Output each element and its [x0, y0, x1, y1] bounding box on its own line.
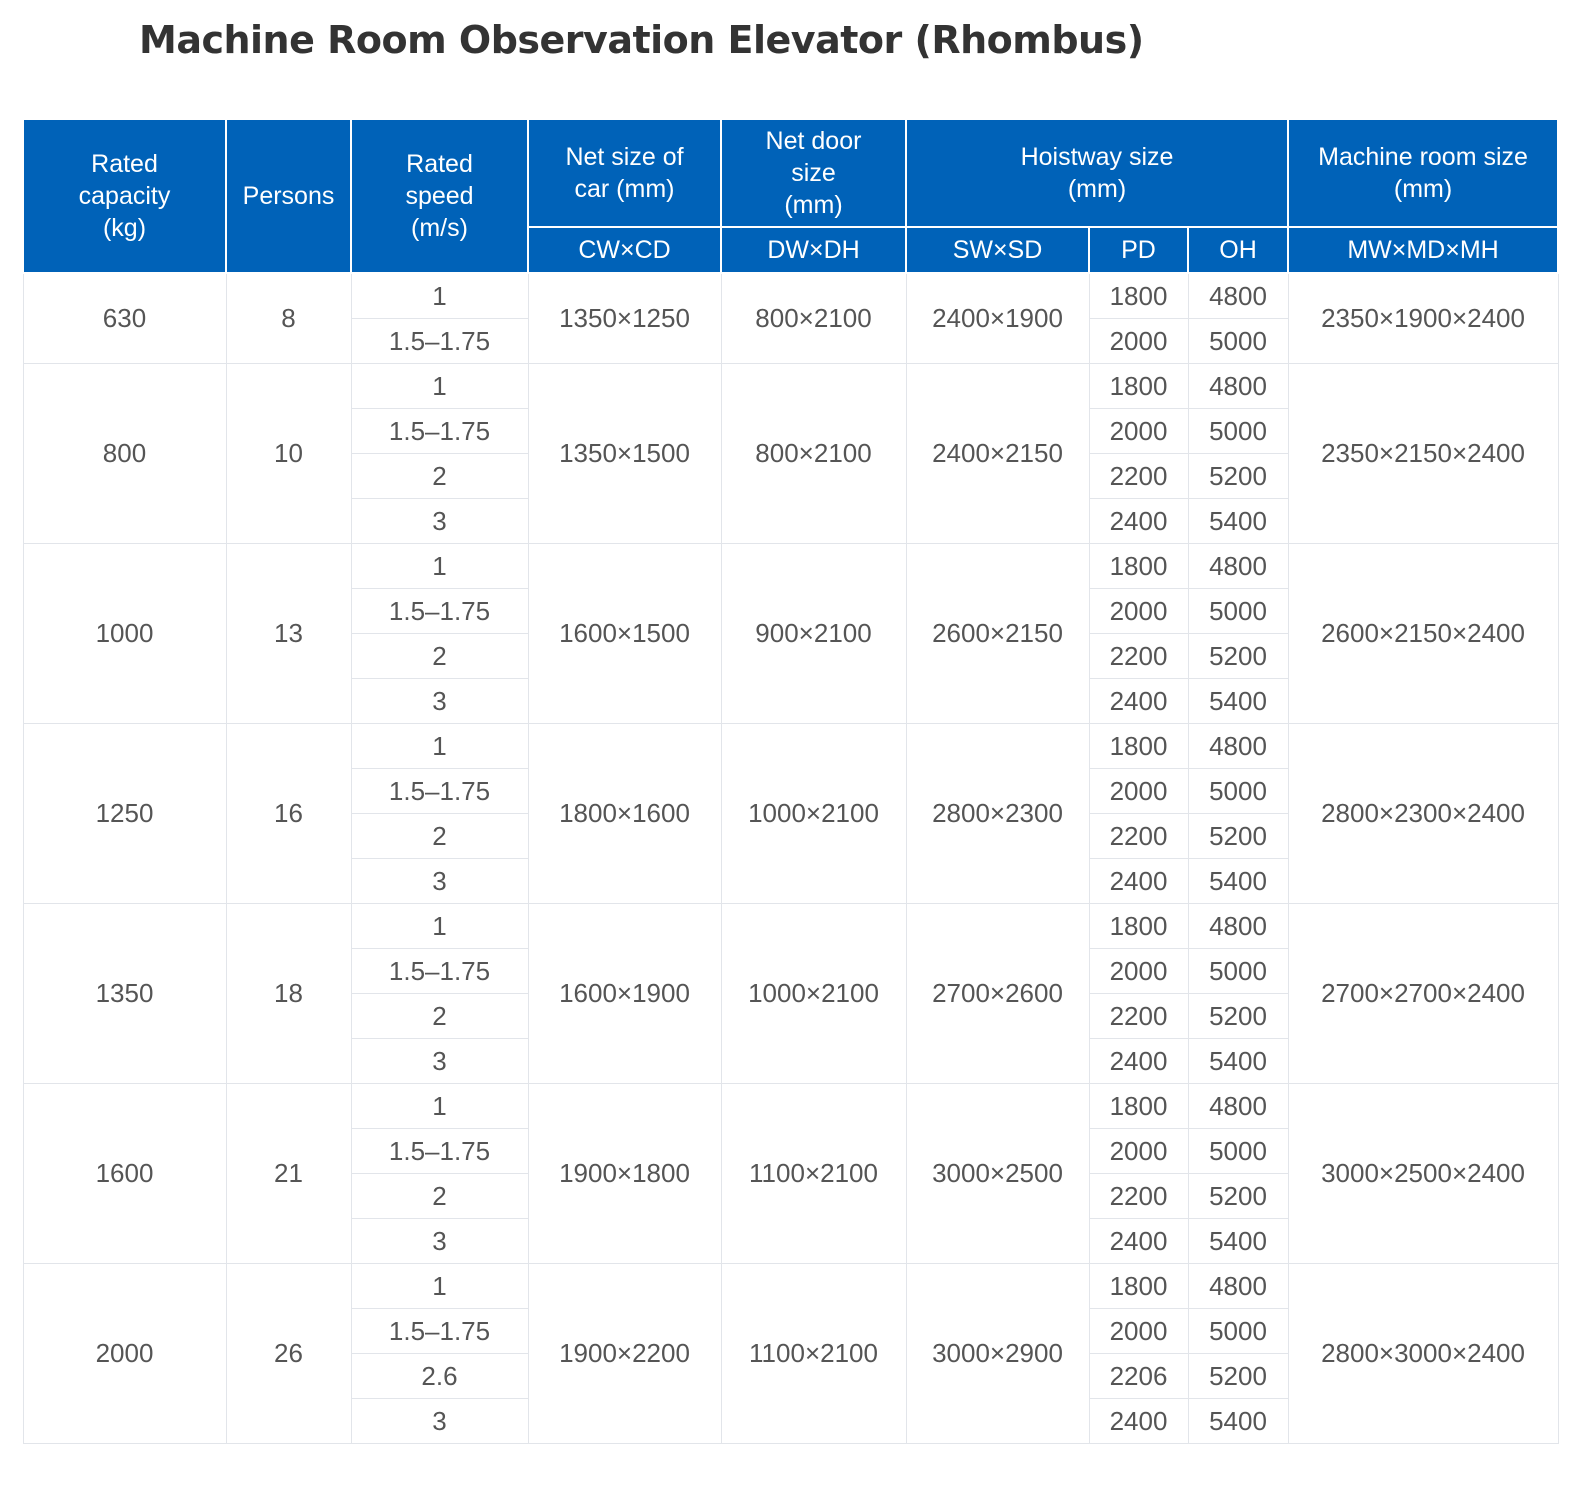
cell-pd: 1800 — [1089, 1264, 1188, 1309]
cell-oh: 5400 — [1188, 1039, 1288, 1084]
cell-car-size: 1600×1900 — [528, 904, 721, 1084]
cell-oh: 4800 — [1188, 544, 1288, 589]
cell-car-size: 1350×1500 — [528, 364, 721, 544]
table-body — [23, 273, 1558, 1444]
header-rated-speed: Rated speed (m/s) — [351, 119, 528, 273]
cell-persons: 18 — [226, 904, 351, 1084]
cell-machine-room-size: 2700×2700×2400 — [1288, 904, 1558, 1084]
cell-pd: 1800 — [1089, 364, 1188, 409]
spec-table — [22, 118, 1559, 1444]
cell-machine-room-size: 2800×2300×2400 — [1288, 724, 1558, 904]
table-row — [23, 273, 1558, 319]
cell-door-size: 1000×2100 — [721, 724, 906, 904]
cell-pd: 2200 — [1089, 634, 1188, 679]
subheader-pd: PD — [1089, 227, 1188, 273]
cell-oh: 4800 — [1188, 1084, 1288, 1129]
cell-oh: 5200 — [1188, 814, 1288, 859]
cell-pd: 2400 — [1089, 499, 1188, 544]
cell-speed: 1.5–1.75 — [351, 949, 528, 994]
cell-car-size: 1600×1500 — [528, 544, 721, 724]
cell-speed: 3 — [351, 1039, 528, 1084]
cell-pd: 2000 — [1089, 769, 1188, 814]
cell-hoistway-size: 3000×2900 — [906, 1264, 1089, 1444]
cell-persons: 10 — [226, 364, 351, 544]
cell-speed: 3 — [351, 499, 528, 544]
cell-oh: 5000 — [1188, 319, 1288, 364]
cell-speed: 1 — [351, 1264, 528, 1309]
cell-oh: 5200 — [1188, 1354, 1288, 1399]
cell-capacity: 1600 — [23, 1084, 226, 1264]
cell-pd: 2206 — [1089, 1354, 1188, 1399]
cell-hoistway-size: 2400×1900 — [906, 273, 1089, 364]
subheader-machine: MW×MD×MH — [1288, 227, 1558, 273]
cell-speed: 2 — [351, 1174, 528, 1219]
cell-door-size: 800×2100 — [721, 273, 906, 364]
table-row — [23, 724, 1558, 769]
cell-persons: 21 — [226, 1084, 351, 1264]
cell-speed: 1 — [351, 273, 528, 319]
cell-oh: 5000 — [1188, 949, 1288, 994]
cell-capacity: 800 — [23, 364, 226, 544]
cell-machine-room-size: 2800×3000×2400 — [1288, 1264, 1558, 1444]
cell-hoistway-size: 2400×2150 — [906, 364, 1089, 544]
cell-hoistway-size: 2700×2600 — [906, 904, 1089, 1084]
cell-capacity: 1000 — [23, 544, 226, 724]
cell-capacity: 1350 — [23, 904, 226, 1084]
cell-pd: 2200 — [1089, 814, 1188, 859]
cell-persons: 13 — [226, 544, 351, 724]
cell-oh: 5400 — [1188, 859, 1288, 904]
cell-pd: 1800 — [1089, 544, 1188, 589]
cell-speed: 2.6 — [351, 1354, 528, 1399]
cell-pd: 2000 — [1089, 319, 1188, 364]
cell-door-size: 900×2100 — [721, 544, 906, 724]
cell-machine-room-size: 3000×2500×2400 — [1288, 1084, 1558, 1264]
cell-hoistway-size: 3000×2500 — [906, 1084, 1089, 1264]
table-row — [23, 364, 1558, 409]
cell-pd: 2000 — [1089, 1309, 1188, 1354]
cell-persons: 26 — [226, 1264, 351, 1444]
cell-speed: 2 — [351, 634, 528, 679]
cell-pd: 1800 — [1089, 724, 1188, 769]
cell-pd: 2200 — [1089, 454, 1188, 499]
page-title: Machine Room Observation Elevator (Rhombus) — [139, 18, 1144, 62]
cell-speed: 1 — [351, 904, 528, 949]
table-row — [23, 904, 1558, 949]
table-row — [23, 1084, 1558, 1129]
cell-oh: 5000 — [1188, 409, 1288, 454]
cell-capacity: 2000 — [23, 1264, 226, 1444]
cell-speed: 1 — [351, 364, 528, 409]
cell-oh: 4800 — [1188, 724, 1288, 769]
cell-pd: 1800 — [1089, 1084, 1188, 1129]
header-net-car-size: Net size of car (mm) — [528, 119, 721, 227]
cell-pd: 2400 — [1089, 1219, 1188, 1264]
cell-speed: 1 — [351, 544, 528, 589]
cell-speed: 1 — [351, 1084, 528, 1129]
cell-speed: 3 — [351, 1399, 528, 1444]
cell-hoistway-size: 2600×2150 — [906, 544, 1089, 724]
cell-pd: 2400 — [1089, 679, 1188, 724]
cell-machine-room-size: 2350×2150×2400 — [1288, 364, 1558, 544]
cell-pd: 2200 — [1089, 994, 1188, 1039]
table-row — [23, 544, 1558, 589]
cell-speed: 1.5–1.75 — [351, 1309, 528, 1354]
cell-car-size: 1350×1250 — [528, 273, 721, 364]
cell-pd: 2000 — [1089, 1129, 1188, 1174]
cell-persons: 16 — [226, 724, 351, 904]
cell-oh: 5400 — [1188, 1219, 1288, 1264]
cell-oh: 4800 — [1188, 904, 1288, 949]
cell-speed: 2 — [351, 454, 528, 499]
cell-speed: 1.5–1.75 — [351, 589, 528, 634]
cell-hoistway-size: 2800×2300 — [906, 724, 1089, 904]
table-row — [23, 1264, 1558, 1309]
cell-pd: 2000 — [1089, 409, 1188, 454]
cell-capacity: 1250 — [23, 724, 226, 904]
cell-car-size: 1900×2200 — [528, 1264, 721, 1444]
cell-oh: 4800 — [1188, 273, 1288, 319]
cell-oh: 5200 — [1188, 454, 1288, 499]
cell-oh: 5400 — [1188, 1399, 1288, 1444]
cell-oh: 4800 — [1188, 364, 1288, 409]
cell-door-size: 1000×2100 — [721, 904, 906, 1084]
header-persons: Persons — [226, 119, 351, 273]
subheader-car: CW×CD — [528, 227, 721, 273]
cell-door-size: 800×2100 — [721, 364, 906, 544]
cell-pd: 1800 — [1089, 273, 1188, 319]
cell-car-size: 1900×1800 — [528, 1084, 721, 1264]
cell-car-size: 1800×1600 — [528, 724, 721, 904]
subheader-oh: OH — [1188, 227, 1288, 273]
cell-door-size: 1100×2100 — [721, 1264, 906, 1444]
cell-speed: 2 — [351, 994, 528, 1039]
cell-pd: 2200 — [1089, 1174, 1188, 1219]
cell-speed: 1.5–1.75 — [351, 769, 528, 814]
cell-pd: 2400 — [1089, 1399, 1188, 1444]
cell-oh: 5000 — [1188, 589, 1288, 634]
cell-persons: 8 — [226, 273, 351, 364]
cell-speed: 1.5–1.75 — [351, 319, 528, 364]
cell-machine-room-size: 2600×2150×2400 — [1288, 544, 1558, 724]
subheader-door: DW×DH — [721, 227, 906, 273]
cell-pd: 1800 — [1089, 904, 1188, 949]
cell-speed: 1.5–1.75 — [351, 1129, 528, 1174]
header-rated-capacity: Rated capacity (kg) — [23, 119, 226, 273]
header-machine-room-size: Machine room size (mm) — [1288, 119, 1558, 227]
cell-oh: 5400 — [1188, 679, 1288, 724]
cell-pd: 2400 — [1089, 1039, 1188, 1084]
table-header — [23, 119, 1558, 273]
cell-speed: 1 — [351, 724, 528, 769]
cell-pd: 2400 — [1089, 859, 1188, 904]
header-hoistway-size: Hoistway size (mm) — [906, 119, 1288, 227]
cell-oh: 5000 — [1188, 1129, 1288, 1174]
subheader-hoistway: SW×SD — [906, 227, 1089, 273]
cell-oh: 5400 — [1188, 499, 1288, 544]
cell-capacity: 630 — [23, 273, 226, 364]
header-net-door-size: Net door size (mm) — [721, 119, 906, 227]
cell-speed: 3 — [351, 859, 528, 904]
cell-oh: 5200 — [1188, 1174, 1288, 1219]
cell-speed: 3 — [351, 679, 528, 724]
cell-speed: 1.5–1.75 — [351, 409, 528, 454]
cell-pd: 2000 — [1089, 949, 1188, 994]
cell-oh: 5200 — [1188, 994, 1288, 1039]
cell-oh: 5000 — [1188, 769, 1288, 814]
cell-oh: 5200 — [1188, 634, 1288, 679]
cell-oh: 4800 — [1188, 1264, 1288, 1309]
cell-speed: 2 — [351, 814, 528, 859]
cell-door-size: 1100×2100 — [721, 1084, 906, 1264]
cell-machine-room-size: 2350×1900×2400 — [1288, 273, 1558, 364]
cell-oh: 5000 — [1188, 1309, 1288, 1354]
cell-speed: 3 — [351, 1219, 528, 1264]
cell-pd: 2000 — [1089, 589, 1188, 634]
